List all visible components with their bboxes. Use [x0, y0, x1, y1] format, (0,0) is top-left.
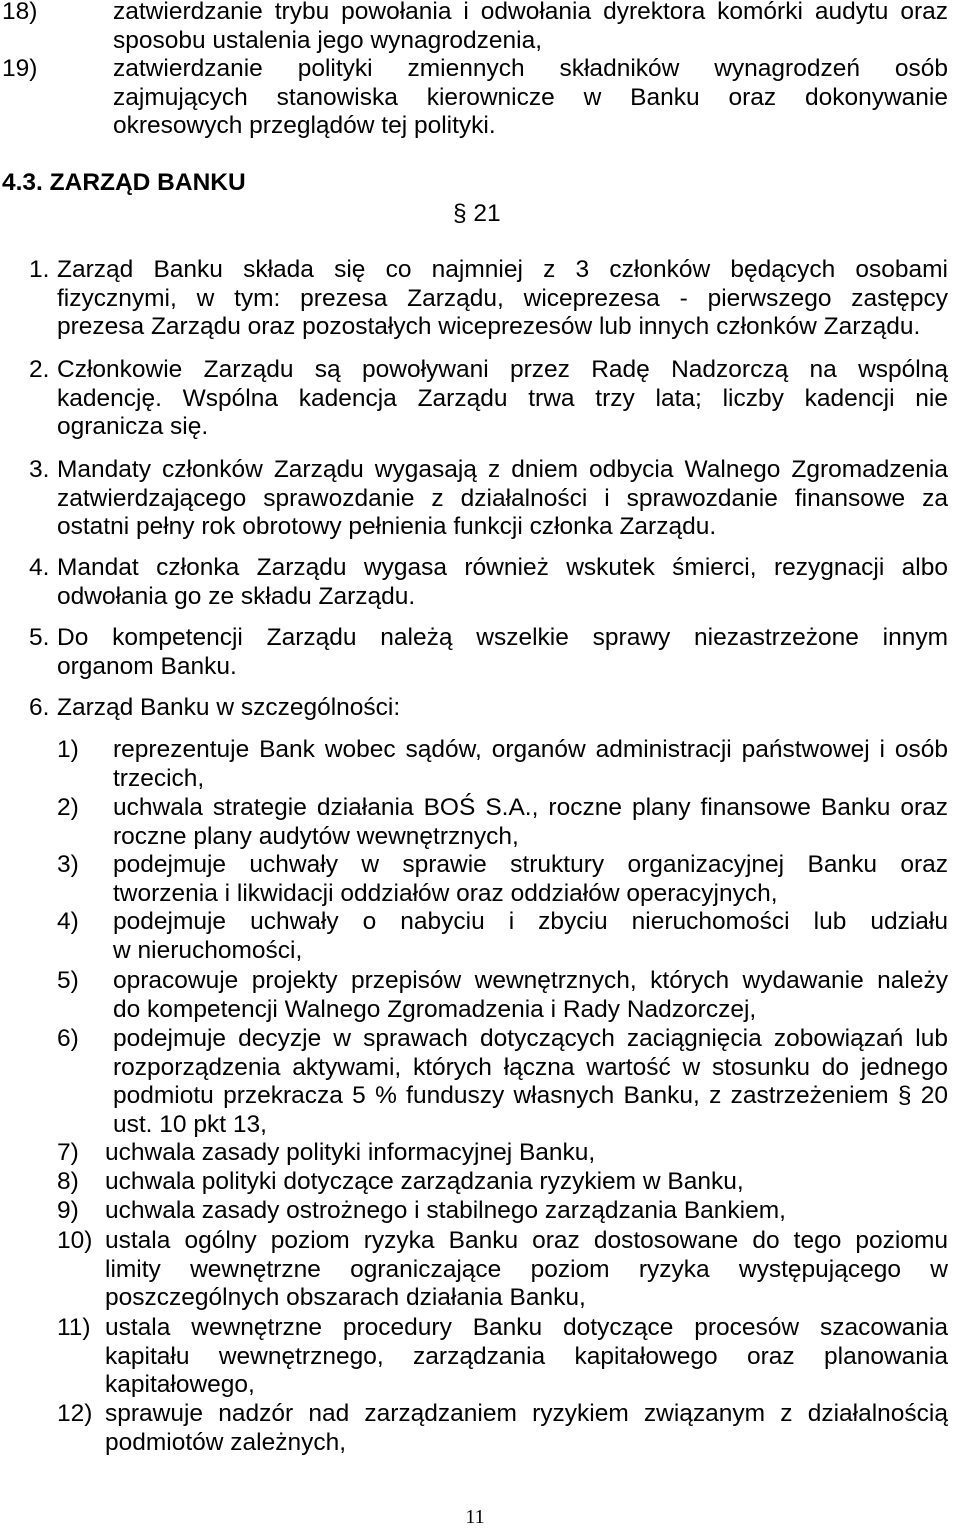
list-item — [0, 55, 948, 141]
paragraph-number: 5. — [29, 624, 50, 651]
text-line: odwołania go ze składu Zarządu. — [57, 582, 416, 610]
list-item — [0, 967, 948, 1024]
item-text — [113, 55, 948, 141]
text-line: trzecich, — [113, 764, 205, 792]
text-line: Członkowie Zarządu są powoływani przez Radę Nadzorczą na wspólną — [57, 356, 948, 383]
list-item — [0, 1400, 948, 1457]
page-number: 11 — [465, 1506, 485, 1528]
text-line: tworzenia i likwidacji oddziałów oraz oddziałów operacyjnych, — [113, 879, 778, 907]
list-item — [0, 794, 948, 851]
item-text — [113, 794, 948, 851]
item-number: 6) — [57, 1025, 79, 1052]
text-line: sposobu ustalenia jego wynagrodzenia, — [113, 26, 543, 54]
text-line: opracowuje projekty przepisów wewnętrznych, których wydawanie należy — [113, 967, 948, 994]
item-number: 19) — [2, 55, 38, 82]
item-number: 9) — [57, 1197, 79, 1224]
item-number: 5) — [57, 967, 79, 994]
text-line: uchwala zasady ostrożnego i stabilnego zarządzania Bankiem, — [105, 1197, 786, 1224]
text-line: podmiotów zależnych, — [105, 1428, 347, 1456]
text-line: sprawuje nadzór nad zarządzaniem ryzykiem związanym z działalnością — [105, 1400, 948, 1427]
paragraph — [0, 624, 948, 681]
list-item — [0, 851, 948, 908]
text-line: ostatni pełny rok obrotowy pełnienia funkcji członka Zarządu. — [57, 513, 717, 541]
paragraph-text — [57, 694, 948, 723]
paragraph — [0, 554, 948, 611]
text-line: rozporządzenia aktywami, których łączna wartość w stosunku do jednego — [113, 1053, 948, 1081]
text-line: kadencję. Wspólna kadencja Zarządu trwa trzy lata; liczby kadencji nie — [57, 384, 948, 412]
text-line: fizycznymi, w tym: prezesa Zarządu, wiceprezesa - pierwszego zastępcy — [57, 284, 948, 312]
item-number: 3) — [57, 851, 79, 878]
paragraph-text — [57, 256, 948, 342]
text-line: podmiotu przekracza 5 % funduszy własnych Banku, z zastrzeżeniem § 20 — [113, 1082, 948, 1110]
paragraph-number: 2. — [29, 356, 50, 383]
list-item — [0, 1227, 948, 1313]
list-item — [0, 0, 948, 55]
paragraph-number: 1. — [29, 256, 50, 283]
paragraph — [0, 356, 948, 442]
text-line: Zarząd Banku w szczególności: — [57, 694, 401, 721]
section-number: § 21 — [453, 200, 501, 227]
paragraph-text — [57, 356, 948, 442]
text-line: zatwierdzającego sprawozdanie z działalności i sprawozdanie finansowe za — [57, 484, 948, 512]
text-line: okresowych przeglądów tej polityki. — [113, 112, 496, 140]
list-item — [0, 1197, 948, 1226]
paragraph-text — [57, 456, 948, 542]
text-line: ustala ogólny poziom ryzyka Banku oraz dostosowane do tego poziomu — [105, 1227, 948, 1254]
item-text — [113, 967, 948, 1024]
text-line: reprezentuje Bank wobec sądów, organów administracji państwowej i osób — [113, 736, 948, 763]
paragraph-text — [57, 624, 948, 681]
item-number: 1) — [57, 736, 79, 763]
item-text — [113, 1025, 948, 1139]
item-number: 2) — [57, 794, 79, 821]
text-line: prezesa Zarządu oraz pozostałych wiceprezesów lub innych członków Zarządu. — [57, 313, 921, 341]
text-line: do kompetencji Walnego Zgromadzenia i Rady Nadzorczej, — [113, 995, 757, 1023]
paragraph-number: 3. — [29, 456, 50, 483]
list-item — [0, 1314, 948, 1400]
text-line: roczne plany audytów wewnętrznych, — [113, 822, 519, 850]
item-number: 11) — [57, 1314, 91, 1341]
text-line: zatwierdzanie polityki zmiennych składników wynagrodzeń osób — [113, 55, 948, 82]
item-text — [113, 851, 948, 908]
text-line: limity wewnętrzne ograniczające poziom ryzyka występującego w — [105, 1255, 948, 1283]
paragraph — [0, 694, 948, 723]
text-line: ogranicza się. — [57, 413, 209, 441]
text-line: poszczególnych obszarach działania Banku, — [105, 1284, 586, 1312]
list-item — [0, 908, 948, 965]
item-text — [105, 1227, 948, 1313]
text-line: podejmuje uchwały o nabyciu i zbyciu nieruchomości lub udziału — [113, 908, 948, 935]
list-item — [0, 736, 948, 793]
text-line: uchwala strategie działania BOŚ S.A., roczne plany finansowe Banku oraz — [113, 794, 948, 821]
text-line: uchwala polityki dotyczące zarządzania ryzykiem w Banku, — [105, 1168, 744, 1195]
item-number: 7) — [57, 1139, 79, 1166]
item-number: 18) — [2, 0, 38, 25]
text-line: kapitałowego, — [105, 1371, 255, 1399]
item-text — [105, 1314, 948, 1400]
list-item — [0, 1168, 948, 1197]
text-line: Zarząd Banku składa się co najmniej z 3 członków będących osobami — [57, 256, 948, 283]
list-item — [0, 1025, 948, 1139]
paragraph — [0, 256, 948, 342]
text-line: zatwierdzanie trybu powołania i odwołania dyrektora komórki audytu oraz — [113, 0, 948, 25]
text-line: organom Banku. — [57, 652, 237, 680]
text-line: uchwala zasady polityki informacyjnej Banku, — [105, 1139, 596, 1166]
item-text — [105, 1139, 948, 1168]
item-number: 12) — [57, 1400, 93, 1427]
text-line: ustala wewnętrzne procedury Banku dotyczące procesów szacowania — [105, 1314, 948, 1341]
text-line: Do kompetencji Zarządu należą wszelkie sprawy niezastrzeżone innym — [57, 624, 948, 651]
item-number: 4) — [57, 908, 79, 935]
text-line: kapitału wewnętrznego, zarządzania kapitałowego oraz planowania — [105, 1342, 948, 1370]
item-text — [105, 1168, 948, 1197]
item-text — [113, 908, 948, 965]
item-number: 10) — [57, 1227, 93, 1254]
text-line: Mandaty członków Zarządu wygasają z dniem odbycia Walnego Zgromadzenia — [57, 456, 948, 483]
text-line: w nieruchomości, — [113, 936, 303, 964]
paragraph-text — [57, 554, 948, 611]
text-line: podejmuje decyzje w sprawach dotyczących zaciągnięcia zobowiązań lub — [113, 1025, 948, 1052]
section-heading: 4.3. ZARZĄD BANKU — [2, 169, 246, 196]
text-line: Mandat członka Zarządu wygasa również wskutek śmierci, rezygnacji albo — [57, 554, 948, 581]
paragraph — [0, 456, 948, 542]
list-item — [0, 1139, 948, 1168]
item-text — [105, 1197, 948, 1226]
paragraph-number: 6. — [29, 694, 50, 721]
paragraph-number: 4. — [29, 554, 50, 581]
item-number: 8) — [57, 1168, 79, 1195]
item-text — [113, 0, 948, 55]
text-line: podejmuje uchwały w sprawie struktury organizacyjnej Banku oraz — [113, 851, 948, 878]
item-text — [113, 736, 948, 793]
item-text — [105, 1400, 948, 1457]
text-line: zajmujących stanowiska kierownicze w Banku oraz dokonywanie — [113, 83, 948, 111]
text-line: ust. 10 pkt 13, — [113, 1110, 267, 1138]
